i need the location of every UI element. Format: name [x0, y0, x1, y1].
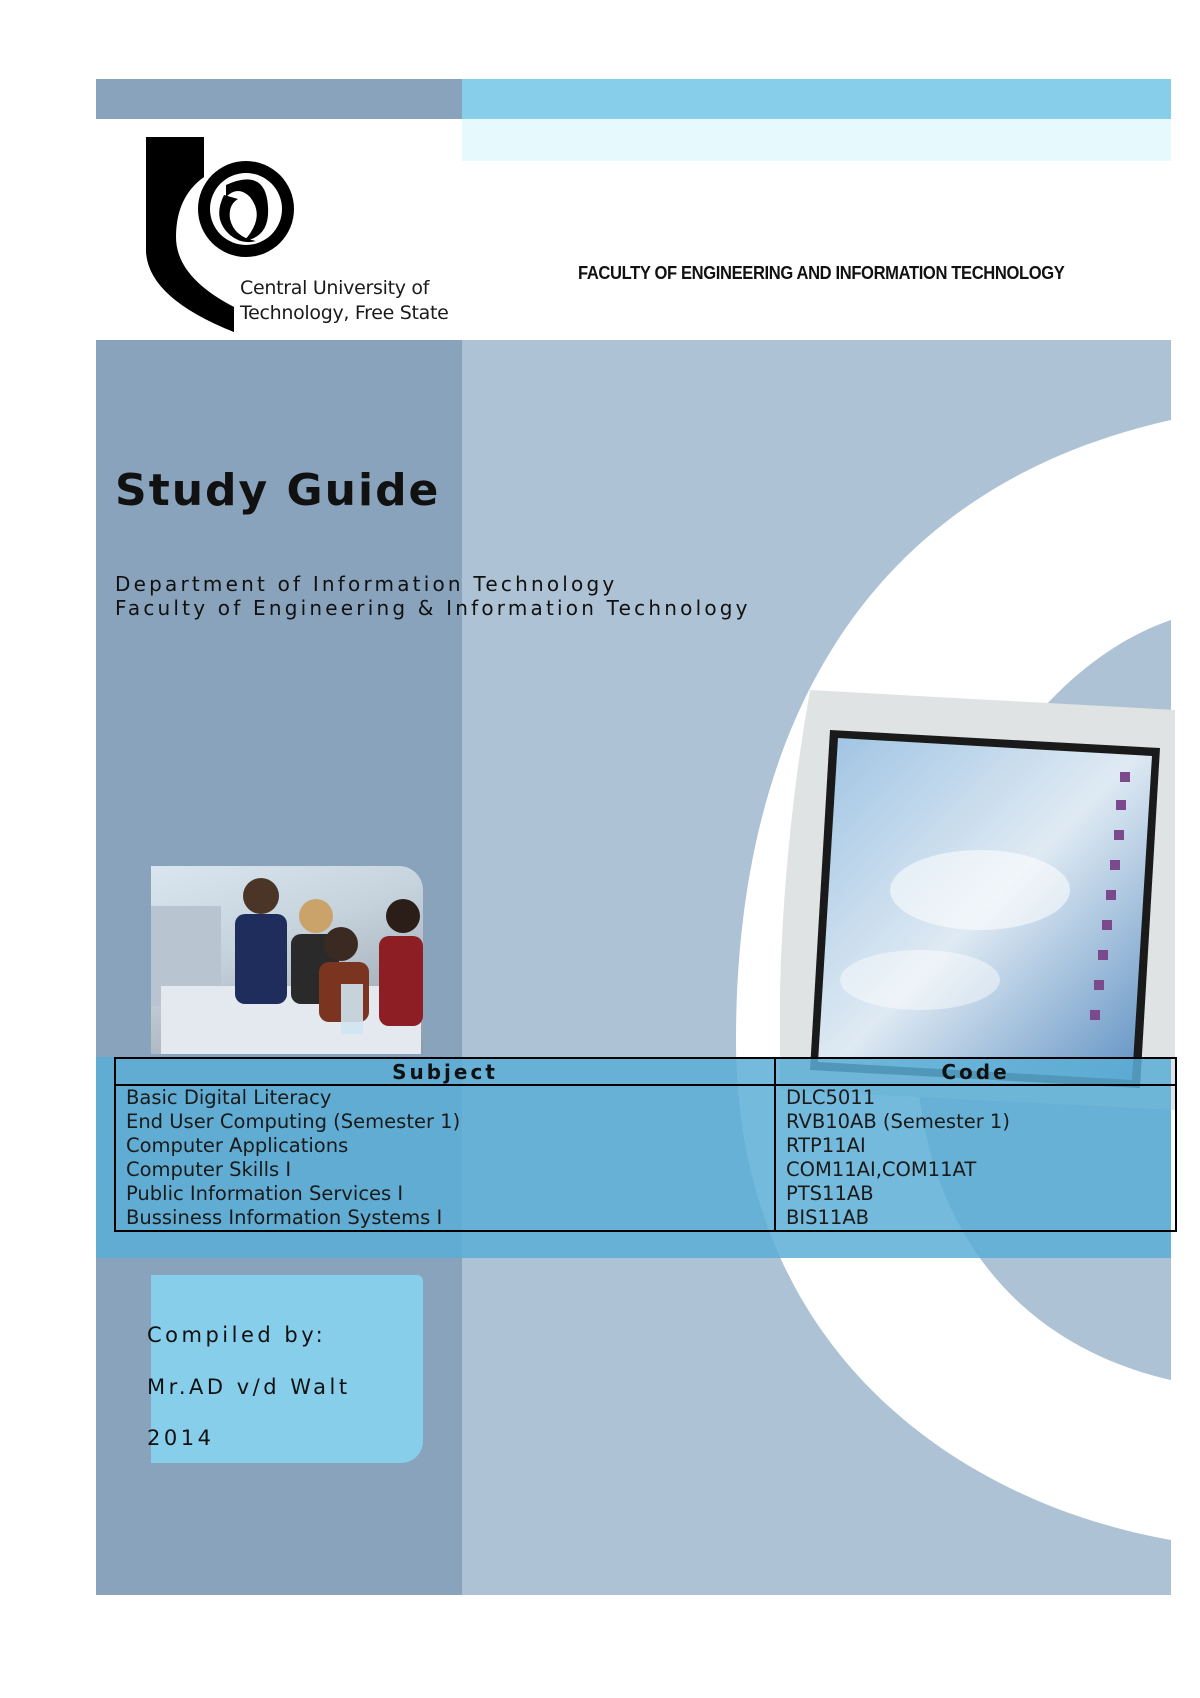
- header-band-light: [462, 79, 1171, 119]
- header-band-pale: [462, 119, 1171, 161]
- page-title: Study Guide: [115, 465, 441, 516]
- computer-monitor-image: [780, 690, 1175, 1110]
- faculty-name: Faculty of Engineering & Information Technology: [115, 596, 751, 620]
- compiled-year: 2014: [147, 1426, 215, 1450]
- subjects-table: [114, 1057, 1177, 1232]
- code-cell: PTS11AB: [775, 1182, 1176, 1206]
- department-block: [115, 572, 751, 620]
- logo-line-1: Central University of: [240, 277, 430, 299]
- table-row: [115, 1134, 1176, 1158]
- table-row: [115, 1206, 1176, 1231]
- code-cell: COM11AI,COM11AT: [775, 1158, 1176, 1182]
- department-name: Department of Information Technology: [115, 572, 618, 596]
- subject-cell: End User Computing (Semester 1): [115, 1110, 775, 1134]
- table-row: [115, 1182, 1176, 1206]
- compiled-author: Mr.AD v/d Walt: [147, 1375, 351, 1399]
- header-band-dark: [96, 79, 462, 119]
- table-header-row: [115, 1058, 1176, 1085]
- code-cell: DLC5011: [775, 1085, 1176, 1110]
- code-cell: RTP11AI: [775, 1134, 1176, 1158]
- subject-cell: Basic Digital Literacy: [115, 1085, 775, 1110]
- subject-cell: Bussiness Information Systems I: [115, 1206, 775, 1231]
- subject-cell: Public Information Services I: [115, 1182, 775, 1206]
- faculty-header: FACULTY OF ENGINEERING AND INFORMATION TECHNOLOGY: [578, 263, 1065, 283]
- table-row: [115, 1158, 1176, 1182]
- subject-cell: Computer Applications: [115, 1134, 775, 1158]
- column-header-code: Code: [775, 1058, 1176, 1085]
- students-photo: [151, 866, 423, 1054]
- table-row: [115, 1110, 1176, 1134]
- code-cell: BIS11AB: [775, 1206, 1176, 1231]
- table-row: [115, 1085, 1176, 1110]
- logo-line-2: Technology, Free State: [240, 302, 449, 324]
- code-cell: RVB10AB (Semester 1): [775, 1110, 1176, 1134]
- subject-cell: Computer Skills I: [115, 1158, 775, 1182]
- column-header-subject: Subject: [115, 1058, 775, 1085]
- compiled-label: Compiled by:: [147, 1323, 327, 1347]
- compiled-by-box: [147, 1275, 423, 1463]
- logo-wordmark: [240, 276, 449, 326]
